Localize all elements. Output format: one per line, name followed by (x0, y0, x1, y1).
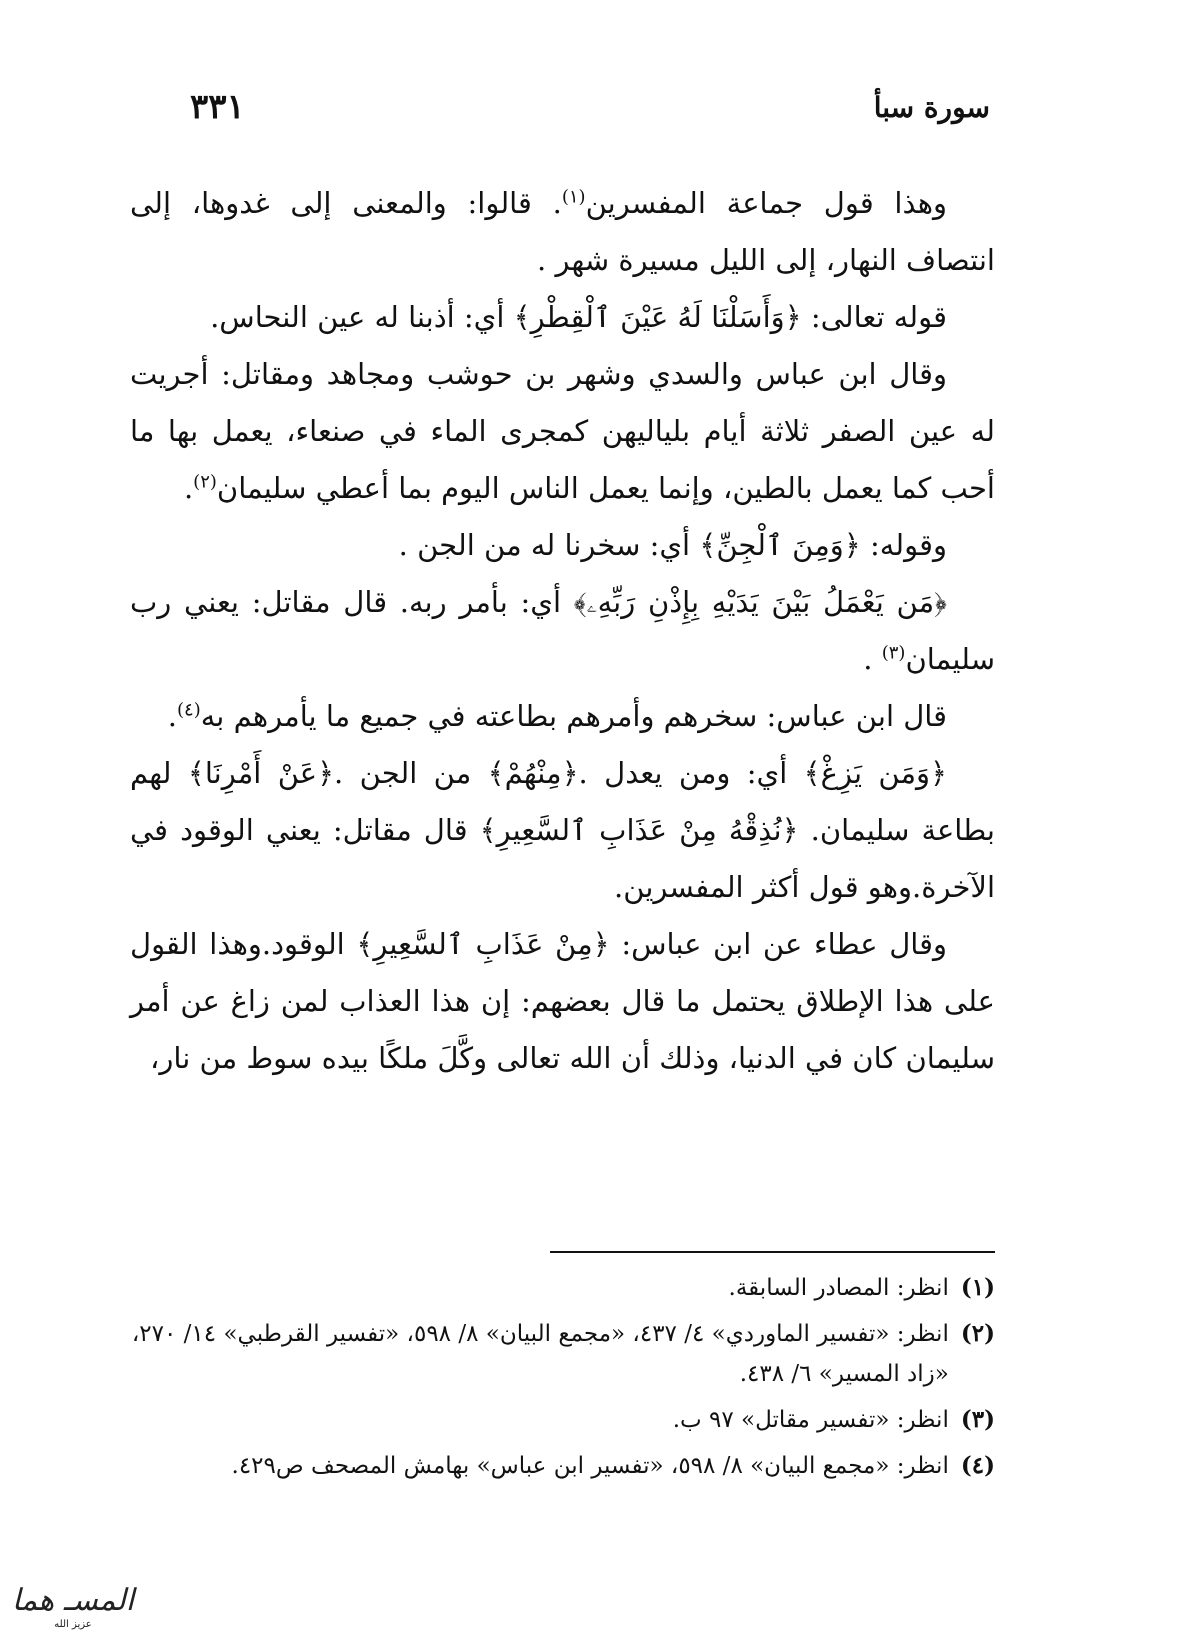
page-number: ٣٣١ (190, 87, 245, 127)
footnote (130, 1446, 995, 1486)
paragraph (130, 346, 995, 517)
footnote-divider (550, 1251, 995, 1253)
paragraph (130, 745, 995, 916)
footnote-number: (١) (960, 1274, 995, 1301)
footnote (130, 1400, 995, 1440)
surah-title: سورة سبأ (873, 90, 990, 124)
paragraph (130, 175, 995, 289)
watermark-sub: عزيز الله (54, 1619, 92, 1630)
paragraph-text: . (183, 471, 194, 505)
paragraph-text: . (863, 642, 882, 676)
paragraph-text: وهذا قول جماعة المفسرين (585, 186, 947, 220)
paragraph-text: ﴿وَمَن يَزِغْ﴾ أي: ومن يعدل .﴿مِنْهُمْ﴾ من الجن .﴿عَنْ أَمْرِنَا﴾ لهم بطاعة سليمان. ﴿نُذِقْهُ مِنْ عَذَابِ ٱلسَّعِيرِ﴾ قال مقاتل: يعني الوقود في الآخرة.وهو قول أكثر المفسرين. (130, 756, 995, 904)
footnote-ref: (٤) (177, 699, 201, 721)
paragraph-text: ﴿مَن يَعْمَلُ بَيْنَ يَدَيْهِ بِإِذْنِ رَبِّهِۦ﴾ أي: بأمر ربه. قال مقاتل: يعني رب سليمان (130, 585, 995, 676)
paragraph (130, 517, 995, 574)
paragraph (130, 688, 995, 745)
footnote-ref: (٢) (193, 471, 217, 493)
watermark-main: المسـ هما (11, 1583, 135, 1618)
watermark-logo (8, 1584, 138, 1644)
footnotes (130, 1268, 995, 1492)
paragraph-text: قال ابن عباس: سخرهم وأمرهم بطاعته في جميع ما يأمرهم به (200, 699, 947, 733)
footnote (130, 1314, 995, 1394)
main-text (130, 175, 995, 1087)
paragraph-text: وقوله: ﴿وَمِنَ ٱلْجِنِّ﴾ أي: سخرنا له من الجن . (398, 528, 947, 562)
paragraph-text: وقال عطاء عن ابن عباس: ﴿مِنْ عَذَابِ ٱلسَّعِيرِ﴾ الوقود.وهذا القول على هذا الإطلاق يحتمل ما قال بعضهم: إن هذا العذاب لمن زاغ عن أمر سليمان كان في الدنيا، وذلك أن الله تعالى وكَّلَ ملكًا بيده سوط من نار، (130, 927, 995, 1075)
page-header (190, 82, 990, 132)
paragraph-text: . قالوا: والمعنى إلى غدوها، إلى انتصاف النهار، إلى الليل مسيرة شهر . (130, 186, 995, 277)
footnote (130, 1268, 995, 1308)
paragraph (130, 916, 995, 1087)
paragraph-text: . (167, 699, 177, 733)
footnote-ref: (١) (561, 186, 586, 208)
footnote-text: انظر: «تفسير مقاتل» ٩٧ ب. (672, 1407, 949, 1433)
footnote-ref: (٣) (881, 642, 906, 664)
footnote-number: (٣) (960, 1406, 995, 1433)
footnote-text: انظر: المصادر السابقة. (728, 1275, 949, 1301)
footnote-text: انظر: «تفسير الماوردي» ٤/ ٤٣٧، «مجمع البيان» ٨/ ٥٩٨، «تفسير القرطبي» ١٤/ ٢٧٠، «زاد المسير» ٦/ ٤٣٨. (131, 1321, 949, 1387)
paragraph-text: قوله تعالى: ﴿وَأَسَلْنَا لَهُ عَيْنَ ٱلْقِطْرِ﴾ أي: أذبنا له عين النحاس. (210, 300, 947, 334)
footnote-number: (٤) (960, 1452, 995, 1479)
paragraph (130, 289, 995, 346)
footnote-number: (٢) (960, 1320, 995, 1347)
footnote-text: انظر: «مجمع البيان» ٨/ ٥٩٨، «تفسير ابن عباس» بهامش المصحف ص٤٢٩. (231, 1453, 949, 1479)
paragraph (130, 574, 995, 688)
paragraph-text: وقال ابن عباس والسدي وشهر بن حوشب ومجاهد ومقاتل: أجريت له عين الصفر ثلاثة أيام بلياليهن كمجرى الماء في صنعاء، يعمل بها ما أحب كما يعمل بالطين، وإنما يعمل الناس اليوم بما أعطي سليمان (130, 357, 995, 505)
